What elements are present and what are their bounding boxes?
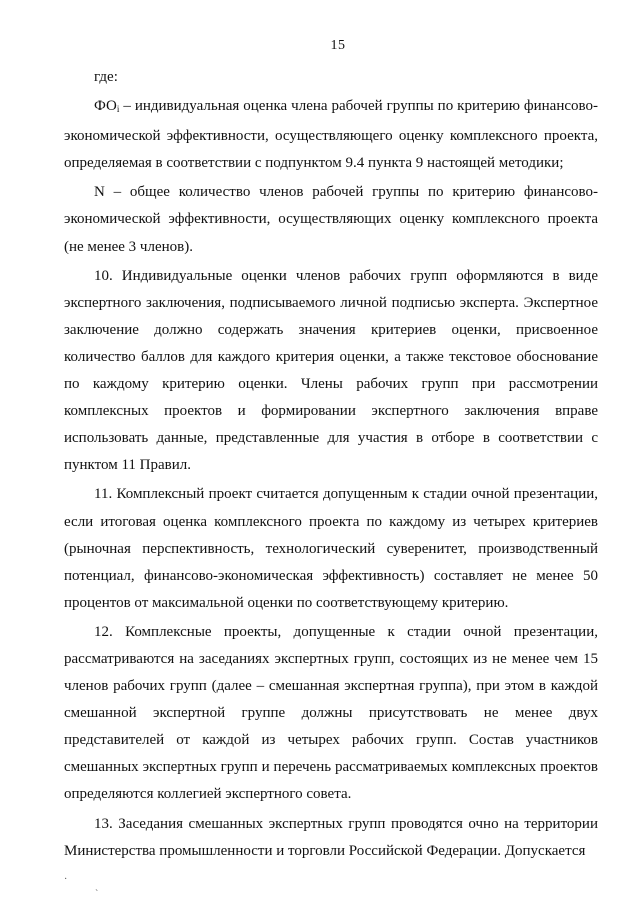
n-definition: N – общее количество членов рабочей группы по критерию финансово-экономической эффективности, осуществляющих оценку комплексного проекта (не менее 3 членов). [64,184,598,255]
scan-speck: ˴ [95,884,99,895]
fo-term [94,98,119,114]
paragraph-12: 12. Комплексные проекты, допущенные к стадии очной презентации, рассматриваются на заседаниях экспертных групп, состоящих из не менее чем 15 членов рабочих групп (далее – смешанная экспертная группа), при этом в каждой смешанной экспертной группе должны присутствовать не менее двух представителей от каждой из четырех рабочих групп. Состав участников смешанных экспертных групп и перечень рассматриваемых комплексных проектов определяются коллегией экспертного совета. [64,623,598,803]
paragraph-13: 13. Заседания смешанных экспертных групп проводятся очно на территории Министерства промышленности и торговли Российской Федерации. Допускается [64,815,598,859]
where-label: где: [94,69,118,85]
fo-subscript: i [116,104,120,115]
fo-symbol: ФО [94,98,117,115]
paragraph-11: 11. Комплексный проект считается допущенным к стадии очной презентации, если итоговая оценка комплексного проекта по каждому из четырех критериев (рыночная перспективность, технологический суверенитет, производственный потенциал, финансово-экономическая эффективность) составляет не менее 50 процентов от максимальной оценки по соответствующему критерию. [64,486,598,611]
scan-speck: · [64,874,68,885]
page-number: 15 [330,38,346,53]
paragraph-10: 10. Индивидуальные оценки членов рабочих групп оформляются в виде экспертного заключения, подписываемого личной подписью эксперта. Экспертное заключение должно содержать значения критериев оценки, присвоенное количество баллов для каждого критерия оценки, а также текстовое обоснование по каждому критерию оценки. Члены рабочих групп при рассмотрении комплексных проектов и формировании экспертного заключения вправе использовать данные, представленные для участия в отборе в соответствии с пунктом 11 Правил. [64,267,598,474]
fo-definition-text: – индивидуальная оценка члена рабочей группы по критерию финансово-экономической эффективности, осуществляющего оценку комплексного проекта, определяемая в соответствии с подпунктом 9.4 пункта 9 настоящей методики; [64,98,598,172]
document-body [64,64,598,865]
fo-definition [64,93,598,177]
